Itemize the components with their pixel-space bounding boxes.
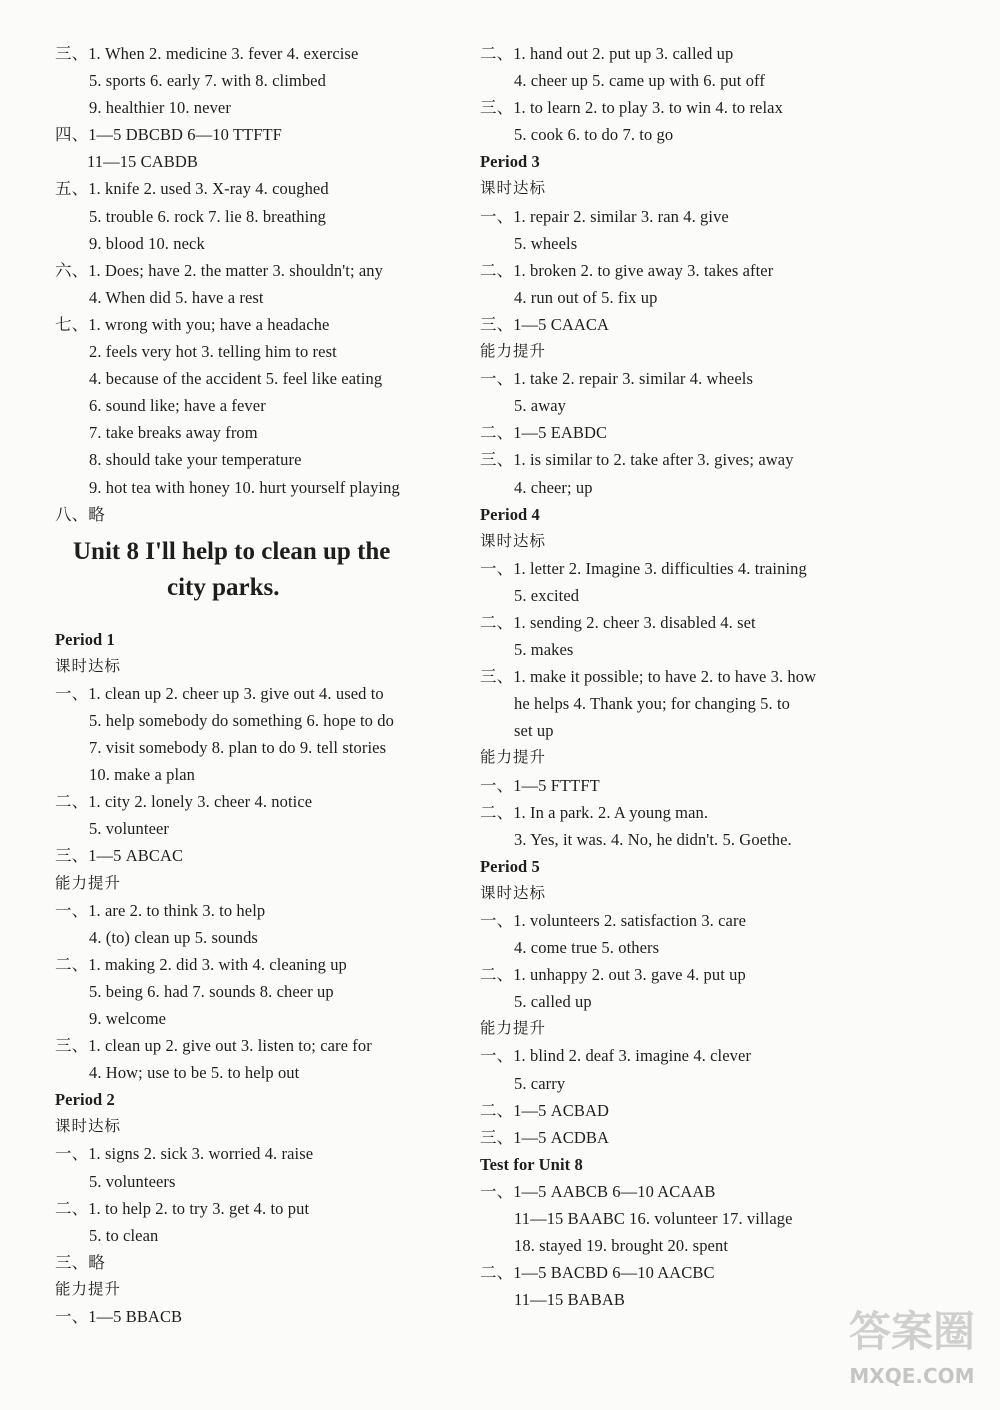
- answer-line: 5. sports 6. early 7. with 8. climbed: [89, 71, 326, 91]
- section-heading: Period 4: [480, 504, 540, 524]
- answer-line: 2. feels very hot 3. telling him to rest: [89, 342, 337, 362]
- answer-line: 6. sound like; have a fever: [89, 396, 266, 416]
- answer-line: 9. welcome: [89, 1009, 167, 1028]
- answer-line: 四、1—5 DBCBD 6—10 TTFTF: [55, 125, 282, 145]
- answer-line: 八、略: [55, 504, 105, 524]
- answer-line: 9. healthier 10. never: [89, 98, 231, 118]
- answer-line: 二、1—5 BACBD 6—10 AACBC: [480, 1263, 715, 1283]
- subsection-label: 课时达标: [55, 1117, 122, 1136]
- answer-line: 7. visit somebody 8. plan to do 9. tell stories: [89, 738, 387, 758]
- subsection-label: 能力提升: [55, 873, 122, 892]
- answer-line: 二、1—5 EABDC: [480, 423, 608, 443]
- answer-line: 七、1. wrong with you; have a headache: [55, 314, 330, 334]
- answer-line: 5. help somebody do something 6. hope to do: [89, 710, 394, 730]
- answer-line: 4. cheer; up: [514, 477, 593, 497]
- answer-line: 一、1. are 2. to think 3. to help: [55, 900, 266, 920]
- answer-line: 六、1. Does; have 2. the matter 3. shouldn't; any: [55, 260, 383, 280]
- answer-line: 9. hot tea with honey 10. hurt yourself playing: [89, 477, 400, 497]
- answer-line: 二、1. making 2. did 3. with 4. cleaning up: [55, 954, 347, 974]
- answer-line: 4. run out of 5. fix up: [514, 287, 658, 307]
- section-heading: Period 2: [55, 1090, 115, 1110]
- answer-line: 三、1. make it possible; to have 2. to have 3. how: [480, 667, 817, 687]
- answer-line: 三、1. When 2. medicine 3. fever 4. exercise: [55, 44, 359, 63]
- answer-line: 8. should take your temperature: [89, 450, 302, 470]
- answer-line: 5. trouble 6. rock 7. lie 8. breathing: [89, 206, 327, 226]
- answer-line: 5. to clean: [89, 1225, 159, 1245]
- answer-line: 三、1—5 ACDBA: [480, 1127, 609, 1147]
- answer-line: 三、1—5 CAACA: [480, 314, 609, 334]
- answer-line: 一、1. blind 2. deaf 3. imagine 4. clever: [480, 1046, 752, 1066]
- answer-line: 18. stayed 19. brought 20. spent: [514, 1236, 729, 1256]
- answer-line: 7. take breaks away from: [89, 423, 258, 443]
- site-watermark: [842, 1302, 982, 1402]
- subsection-label: 能力提升: [480, 342, 547, 361]
- answer-line: he helps 4. Thank you; for changing 5. to: [514, 694, 790, 714]
- answer-line: 二、1—5 ACBAD: [480, 1100, 609, 1120]
- section-heading: Test for Unit 8: [480, 1154, 583, 1174]
- answer-line: 二、1. sending 2. cheer 3. disabled 4. set: [480, 612, 756, 632]
- answer-line: 二、1. to help 2. to try 3. get 4. to put: [55, 1198, 310, 1218]
- answer-line: 二、1. broken 2. to give away 3. takes after: [480, 260, 774, 280]
- answer-line: 5. volunteers: [89, 1171, 176, 1191]
- answer-line: 一、1. clean up 2. cheer up 3. give out 4. used to: [55, 683, 384, 703]
- answer-line: 4. (to) clean up 5. sounds: [89, 927, 258, 947]
- subsection-label: 能力提升: [480, 1019, 547, 1038]
- answer-line: 一、1—5 BBACB: [55, 1307, 183, 1327]
- answer-line: 5. wheels: [514, 233, 578, 253]
- unit-title-line-1: Unit 8 I'll help to clean up the: [73, 537, 391, 565]
- subsection-label: 课时达标: [480, 883, 547, 902]
- answer-line: 一、1. volunteers 2. satisfaction 3. care: [480, 911, 746, 930]
- subsection-label: 能力提升: [480, 748, 547, 767]
- answer-line: 3. Yes, it was. 4. No, he didn't. 5. Goethe.: [514, 829, 792, 849]
- answer-line: 三、略: [55, 1252, 105, 1272]
- answer-line: 11—15 BAABC 16. volunteer 17. village: [514, 1209, 793, 1229]
- answer-line: 5. excited: [514, 585, 580, 605]
- left-column: [55, 40, 480, 1330]
- answer-line: 5. being 6. had 7. sounds 8. cheer up: [89, 981, 334, 1001]
- answer-line: set up: [514, 721, 554, 741]
- answer-line: 一、1. take 2. repair 3. similar 4. wheels: [480, 369, 753, 389]
- answer-line: 一、1—5 AABCB 6—10 ACAAB: [480, 1181, 716, 1201]
- right-column: [480, 40, 920, 1313]
- answer-line: 5. volunteer: [89, 819, 170, 839]
- watermark-logo: 答案圈: [848, 1307, 975, 1356]
- answer-line: 4. When did 5. have a rest: [89, 287, 264, 307]
- answer-line: 一、1. repair 2. similar 3. ran 4. give: [480, 206, 729, 226]
- answer-line: 4. How; use to be 5. to help out: [89, 1063, 300, 1083]
- answer-line: 9. blood 10. neck: [89, 233, 205, 253]
- answer-line: 三、1—5 ABCAC: [55, 846, 184, 866]
- unit-title-line-2: city parks.: [167, 573, 280, 601]
- answer-line: 二、1. unhappy 2. out 3. gave 4. put up: [480, 965, 746, 985]
- answer-line: 4. come true 5. others: [514, 938, 660, 958]
- answer-line: 5. called up: [514, 992, 592, 1012]
- answer-line: 10. make a plan: [89, 765, 195, 785]
- subsection-label: 能力提升: [55, 1279, 122, 1298]
- subsection-label: 课时达标: [480, 531, 547, 550]
- answer-line: 三、1. clean up 2. give out 3. listen to; care for: [55, 1036, 372, 1056]
- answer-line: 一、1. letter 2. Imagine 3. difficulties 4. training: [480, 558, 807, 578]
- section-heading: Period 1: [55, 629, 115, 649]
- answer-line: 二、1. In a park. 2. A young man.: [480, 802, 709, 822]
- subsection-label: 课时达标: [55, 656, 122, 675]
- answer-line: 11—15 CABDB: [87, 152, 198, 172]
- answer-line: 4. because of the accident 5. feel like eating: [89, 369, 383, 389]
- answer-line: 五、1. knife 2. used 3. X-ray 4. coughed: [55, 179, 329, 199]
- answer-line: 一、1—5 FTTFT: [480, 775, 600, 795]
- answer-line: 5. cook 6. to do 7. to go: [514, 125, 674, 145]
- answer-line: 三、1. to learn 2. to play 3. to win 4. to relax: [480, 98, 783, 118]
- answer-line: 5. makes: [514, 640, 574, 660]
- answer-line: 5. carry: [514, 1073, 566, 1093]
- answer-line: 一、1. signs 2. sick 3. worried 4. raise: [55, 1144, 314, 1164]
- section-heading: Period 3: [480, 152, 540, 172]
- answer-line: 4. cheer up 5. came up with 6. put off: [514, 71, 765, 91]
- subsection-label: 课时达标: [480, 179, 547, 198]
- answer-line: 三、1. is similar to 2. take after 3. gives; away: [480, 450, 794, 470]
- section-heading: Period 5: [480, 856, 540, 876]
- answer-line: 5. away: [514, 396, 567, 416]
- unit-title: [55, 534, 480, 614]
- answer-line: 二、1. hand out 2. put up 3. called up: [480, 44, 734, 63]
- answer-line: 二、1. city 2. lonely 3. cheer 4. notice: [55, 792, 313, 812]
- watermark-site: MXQE.COM: [849, 1364, 975, 1388]
- answer-line: 11—15 BABAB: [514, 1290, 625, 1310]
